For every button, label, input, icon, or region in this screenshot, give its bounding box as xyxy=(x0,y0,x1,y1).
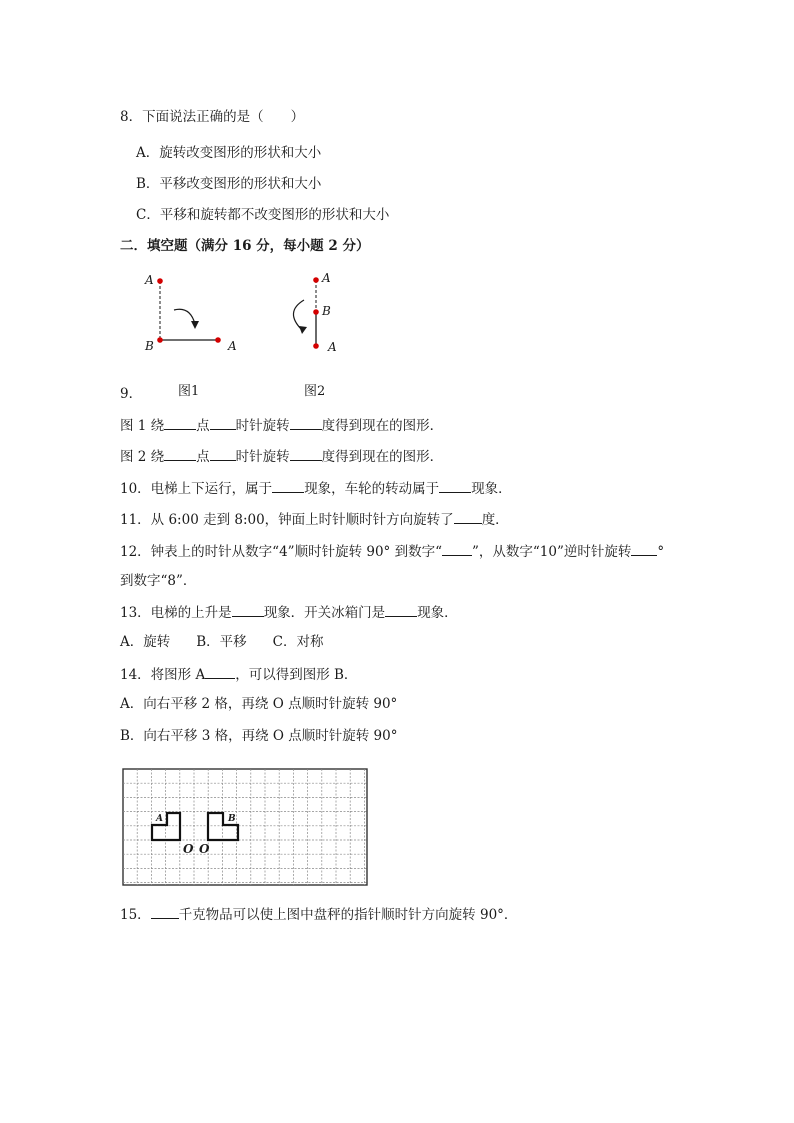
section-title: 二．填空题（满分 16 分，每小题 2 分） xyxy=(120,238,370,254)
fig2-label-b: B xyxy=(322,304,331,318)
q10-blank-1[interactable] xyxy=(272,478,304,493)
q10-t3: 现象． xyxy=(471,481,512,497)
q12-t2: ”，从数字“10”逆时针旋转 xyxy=(471,544,632,560)
q9-line-2 xyxy=(120,446,443,466)
q13-options xyxy=(120,633,324,651)
q9-l1-t2: 点 xyxy=(196,418,210,434)
q9-l1-t4: 度得到现在的图形． xyxy=(321,418,444,434)
fig1-caption: 图1 xyxy=(178,384,200,399)
q13-option-c: C．对称 xyxy=(272,634,324,650)
q14-option-a: A．向右平移 2 格，再绕 O 点顺时针旋转 90° xyxy=(120,696,398,712)
q9-line-1 xyxy=(120,415,443,435)
q12 xyxy=(120,541,664,561)
q11-t2: 度． xyxy=(481,512,509,528)
grid-figure xyxy=(122,768,370,888)
q10 xyxy=(120,478,512,498)
q15-blank[interactable] xyxy=(151,904,179,919)
q9-number: 9． xyxy=(120,386,143,402)
q9-l2-t1: 图 2 绕 xyxy=(120,449,165,465)
fig1-label-b: B xyxy=(145,339,154,353)
q14-t2: ，可以得到图形 B． xyxy=(235,667,358,683)
q12-t1: 12．钟表上的时针从数字“4”顺时针旋转 90° 到数字“ xyxy=(120,544,442,560)
q14 xyxy=(120,664,357,684)
figure-2 xyxy=(280,268,350,358)
q13 xyxy=(120,602,458,622)
q12-line-2: 到数字“8”． xyxy=(120,573,197,589)
grid-label-a: A xyxy=(156,814,163,824)
grid-label-o-right: O xyxy=(199,842,210,856)
q9-l2-t3: 时针旋转 xyxy=(235,449,290,465)
q11-blank[interactable] xyxy=(454,509,482,524)
fig2-caption: 图2 xyxy=(304,384,326,399)
q10-t1: 10．电梯上下运行，属于 xyxy=(120,481,273,497)
q12-blank-2[interactable] xyxy=(631,541,657,556)
q8-option-c: C．平移和旋转都不改变图形的形状和大小 xyxy=(136,207,390,223)
q13-blank-1[interactable] xyxy=(232,602,264,617)
q13-t1: 13．电梯的上升是 xyxy=(120,605,232,621)
q9-l1-t3: 时针旋转 xyxy=(235,418,290,434)
fig1-label-a-right: A xyxy=(228,339,237,353)
q9-l2-t4: 度得到现在的图形． xyxy=(321,449,444,465)
q11 xyxy=(120,509,509,529)
grid-label-o-left: O xyxy=(183,842,194,856)
q13-blank-2[interactable] xyxy=(385,602,417,617)
q15-t2: 千克物品可以使上图中盘秤的指针顺时针方向旋转 90°． xyxy=(178,907,518,923)
q9-l1-blank-direction[interactable] xyxy=(210,415,236,430)
q8-option-b: B．平移改变图形的形状和大小 xyxy=(136,176,322,192)
q9-l2-t2: 点 xyxy=(196,449,210,465)
q13-t3: 现象． xyxy=(417,605,458,621)
q15-t1: 15． xyxy=(120,907,151,923)
q9-l2-blank-direction[interactable] xyxy=(210,446,236,461)
q15 xyxy=(120,904,517,924)
q14-t1: 14．将图形 A xyxy=(120,667,206,683)
grid-label-b: B xyxy=(228,814,236,824)
fig2-label-a-bottom: A xyxy=(328,340,337,354)
q11-t1: 11．从 6:00 走到 8:00，钟面上时针顺时针方向旋转了 xyxy=(120,512,454,528)
q13-option-b: B．平移 xyxy=(196,634,247,650)
q9-l2-blank-point[interactable] xyxy=(164,446,196,461)
q14-option-b: B．向右平移 3 格，再绕 O 点顺时针旋转 90° xyxy=(120,728,398,744)
fig1-label-a-top: A xyxy=(145,273,154,287)
fig2-label-a-top: A xyxy=(322,271,331,285)
q8-option-a: A．旋转改变图形的形状和大小 xyxy=(136,145,322,161)
q9-l1-blank-point[interactable] xyxy=(164,415,196,430)
q10-t2: 现象，车轮的转动属于 xyxy=(304,481,440,497)
q8-stem: 8．下面说法正确的是（ ） xyxy=(120,109,305,125)
q9-l2-blank-degree[interactable] xyxy=(290,446,322,461)
q13-option-a: A．旋转 xyxy=(120,634,171,650)
q9-l1-blank-degree[interactable] xyxy=(290,415,322,430)
q14-blank[interactable] xyxy=(205,664,235,679)
q9-l1-t1: 图 1 绕 xyxy=(120,418,165,434)
q13-t2: 现象．开关冰箱门是 xyxy=(263,605,386,621)
q10-blank-2[interactable] xyxy=(439,478,471,493)
q12-t3: ° xyxy=(657,544,665,560)
q12-blank-1[interactable] xyxy=(442,541,472,556)
